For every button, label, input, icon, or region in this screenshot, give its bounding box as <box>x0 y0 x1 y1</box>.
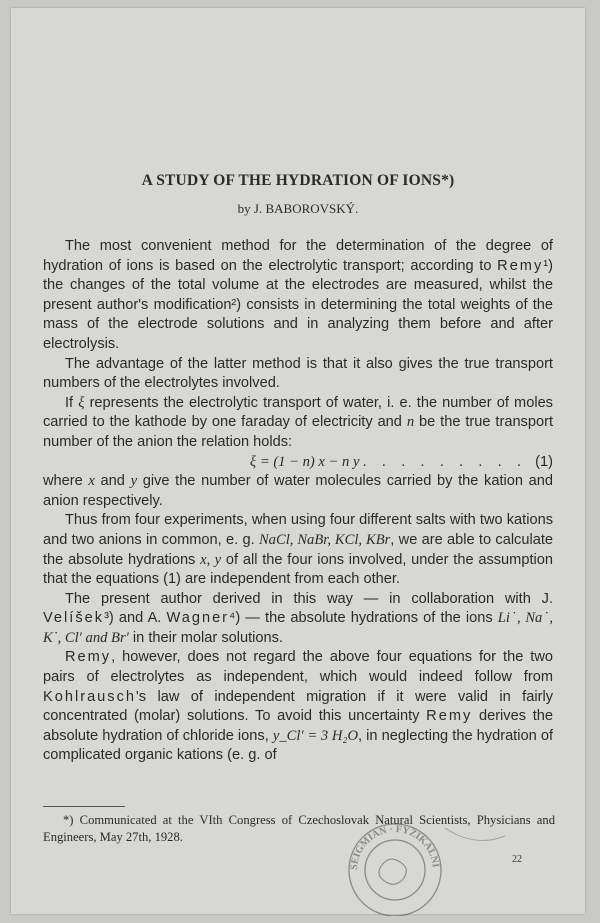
symbol-n: n <box>406 414 415 431</box>
p3-text-b: represents the electrolytic transport of water, i. e. the number of moles carried to the kathode by one faraday of electricity and <box>43 394 553 431</box>
paragraph-3 <box>43 394 553 453</box>
p5-text-b: , we are able to calculate the absolute hydrations <box>43 531 554 568</box>
p1-text-a: The most convenient method for the determination of the degree of hydration of ions is based on the electrolytic transport; according to <box>43 238 553 274</box>
p3-text-a: If <box>65 394 79 411</box>
name-kohlrausch: Kohlrausch <box>43 688 137 705</box>
footnote-rule <box>43 806 125 807</box>
p7-text-d: , in neglecting the hydration of complicated organic kations (e. g. of <box>43 727 553 764</box>
symbol-x: x <box>88 473 95 490</box>
stamp-emblem <box>379 859 406 884</box>
equation-number: (1) <box>535 453 553 470</box>
page-number: 22 <box>512 854 522 865</box>
paragraph-7 <box>43 648 553 766</box>
p6-text-c: ⁴) — the absolute hydrations of the ions <box>229 610 498 627</box>
p3-text-c: be the true transport number of the anion the relation holds: <box>43 414 553 450</box>
name-wagner: Wagner <box>166 610 230 627</box>
p6-text-b: ³) and A. <box>104 610 167 627</box>
name-remy-3: Remy <box>426 708 473 725</box>
name-velisek: Velíšek <box>43 610 105 627</box>
paragraph-5 <box>43 511 553 589</box>
p1-text-c: ¹) the changes of the total volume at the electrodes are measured, whilst the present author's modification²) consists in determining the total weights of the mass of the electrode solutions and in analyzing them before and after electrolysis. <box>43 257 553 352</box>
article <box>43 171 553 766</box>
stamp-ring-inner <box>365 840 425 900</box>
equation-1 <box>43 453 553 473</box>
symbol-y: y <box>130 473 138 490</box>
equation-expr: ξ = (1 − n) x − n y <box>249 453 360 470</box>
p7-text-c: derives the absolute hydration of chloride ions, <box>43 708 553 744</box>
paragraph-2: The advantage of the latter method is that it also gives the true transport numbers of the electrolytes involved. <box>43 355 553 392</box>
p4-text-b: and <box>94 473 131 490</box>
name-remy-2: Remy <box>65 649 112 666</box>
p5-text-a: Thus from four experiments, when using four different salts with two kations and two anions in common, e. g. <box>43 512 553 548</box>
p7-text-a: , however, does not regard the above four equations for the two pairs of electrolytes as independent, which would indeed follow from <box>43 649 553 686</box>
paragraph-4 <box>43 472 553 511</box>
article-body <box>43 237 553 766</box>
p7-text-b: 's law of independent migration if it were valid in fairly concentrated (molar) solutions. To avoid this uncertainty <box>43 688 553 725</box>
ion-list: Li˙, Na˙, K˙, Cl′ and Br′ <box>43 610 553 646</box>
p4-text-c: give the number of water molecules carried by the kation and anion respectively. <box>43 473 553 509</box>
symbol-xy: x, y <box>200 551 222 568</box>
paragraph-6 <box>43 590 553 649</box>
name-remy: Remy <box>497 257 544 274</box>
library-stamp <box>335 808 515 916</box>
article-title: A STUDY OF THE HYDRATION OF IONS*) <box>141 172 455 189</box>
p5-text-c: of all the four ions involved, under the assumption that the equations (1) are independent from each other. <box>43 551 553 588</box>
p4-text-a: where <box>43 473 89 490</box>
p6-text-d: in their molar solutions. <box>128 629 283 646</box>
equation-dots: . . . . . . . . . <box>363 453 528 470</box>
salt-formulas: NaCl, NaBr, KCl, KBr <box>258 531 391 548</box>
stamp-arc-mark <box>445 828 505 841</box>
article-author: by J. BABOROVSKÝ. <box>237 201 359 216</box>
p6-text-a: The present author derived in this way — in collaboration with J. <box>65 590 553 607</box>
footnote-text: *) Communicated at the VIth Congress of Czechoslovak Natural Scientists, Physicians and Engineers, May 27th, 1928. <box>43 813 555 844</box>
symbol-xi: ξ <box>78 394 85 411</box>
paragraph-1 <box>43 237 553 355</box>
chloride-formula: y_Cl′ = 3 H₂O <box>272 727 359 744</box>
stamp-ring-text: SEIGMIAN · FYZIKÁLNÍ <box>348 823 441 871</box>
equation-expression <box>43 453 535 473</box>
